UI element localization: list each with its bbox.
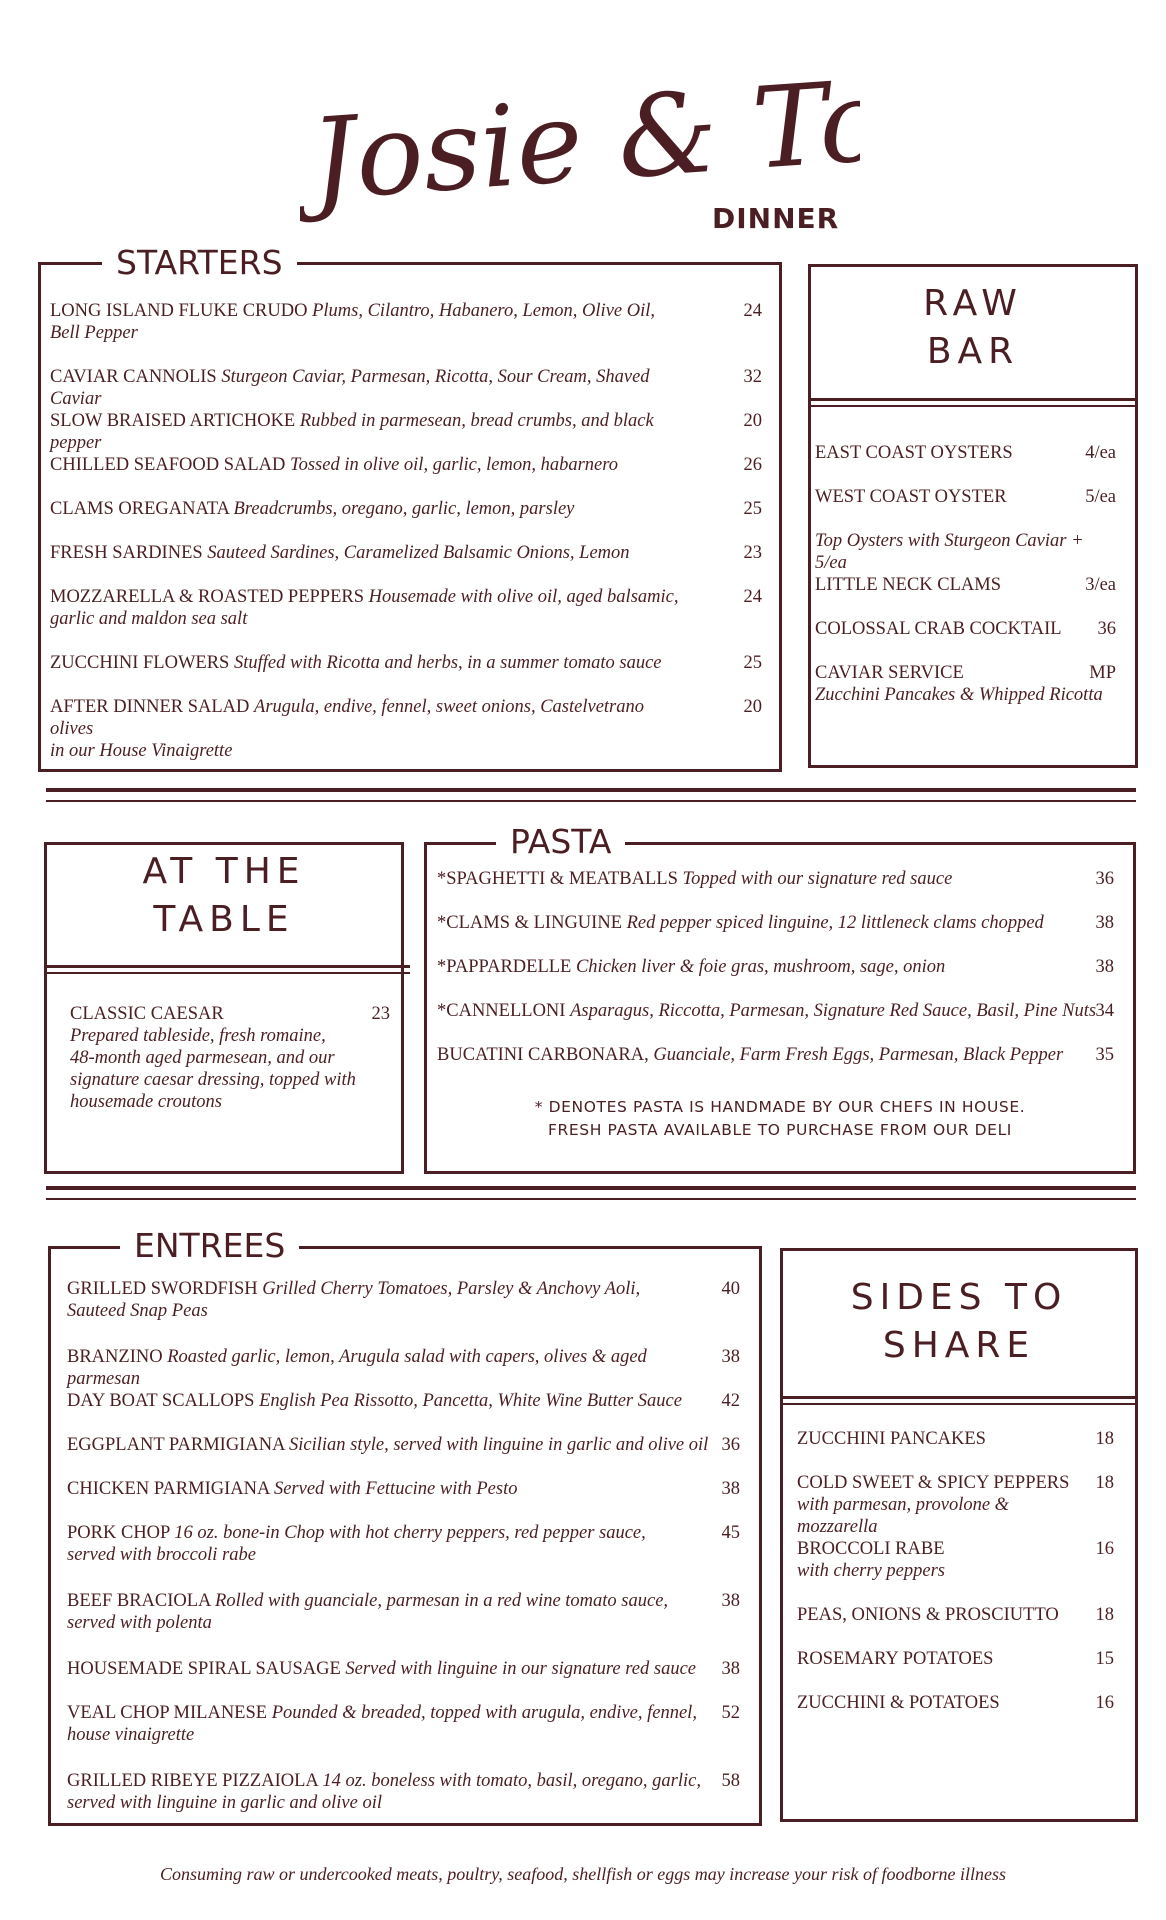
menu-item-description-cont: with cherry peppers: [797, 1561, 945, 1581]
menu-item-description: Breadcrumbs, oregano, garlic, lemon, parsley: [233, 499, 575, 519]
menu-item-name: BROCCOLI RABE: [797, 1539, 945, 1559]
menu-item-price: 26: [743, 455, 762, 475]
caesar-price: 23: [371, 1004, 390, 1024]
menu-item-description: 14 oz. boneless with tomato, basil, oregano, garlic,: [322, 1771, 701, 1791]
menu-item: [67, 1278, 717, 1322]
menu-item-name: GRILLED SWORDFISH: [67, 1279, 258, 1299]
menu-item-description: Arugula, endive, fennel, sweet onions, Castelvetrano olives: [50, 697, 644, 739]
menu-item-description: Pounded & breaded, topped with arugula, endive, fennel,: [271, 1703, 697, 1723]
menu-item-description: Asparagus, Riccotta, Parmesan, Signature Red Sauce, Basil, Pine Nuts: [570, 1001, 1097, 1021]
menu-item: [50, 652, 690, 674]
menu-item-price: 52: [721, 1703, 740, 1723]
menu-item-description: Guanciale, Farm Fresh Eggs, Parmesan, Black Pepper: [653, 1045, 1064, 1065]
menu-item-description: Housemade with olive oil, aged balsamic,: [368, 587, 679, 607]
menu-item-price: 35: [1095, 1045, 1114, 1065]
menu-item-description: 16 oz. bone-in Chop with hot cherry peppers, red pepper sauce,: [174, 1523, 646, 1543]
menu-item-description: English Pea Rissotto, Pancetta, White Wine Butter Sauce: [259, 1391, 682, 1411]
menu-item-name: LONG ISLAND FLUKE CRUDO: [50, 301, 308, 321]
menu-item-price: 18: [1095, 1473, 1114, 1493]
footer-disclaimer: Consuming raw or undercooked meats, poultry, seafood, shellfish or eggs may increase your risk of foodborne illness: [159, 1864, 1007, 1884]
section-divider-thin: [46, 1198, 1136, 1200]
menu-item-name: CAVIAR CANNOLIS: [50, 367, 217, 387]
menu-item-description: Roasted garlic, lemon, Arugula salad with capers, olives & aged parmesan: [67, 1347, 647, 1389]
menu-item-price: 24: [743, 587, 762, 607]
menu-item-name: EGGPLANT PARMIGIANA: [67, 1435, 285, 1455]
menu-item-description: Sturgeon Caviar, Parmesan, Ricotta, Sour Cream, Shaved Caviar: [50, 367, 650, 409]
menu-item-description: Plums, Cilantro, Habanero, Lemon, Olive Oil,: [312, 301, 656, 321]
menu-item-price: 16: [1095, 1693, 1114, 1713]
menu-item-description-cont: house vinaigrette: [67, 1725, 195, 1745]
menu-item: [50, 586, 690, 630]
menu-item-name: ZUCCHINI PANCAKES: [797, 1429, 986, 1449]
menu-item-name: LITTLE NECK CLAMS: [815, 575, 1002, 595]
menu-item-price: 38: [1095, 957, 1114, 977]
caesar-description: [70, 1025, 370, 1113]
menu-item: [797, 1692, 1087, 1714]
menu-item-name: *CANNELLONI: [437, 1001, 566, 1021]
entrees-title: ENTREES: [120, 1228, 299, 1264]
menu-item-price: 20: [743, 411, 762, 431]
menu-item: [67, 1478, 717, 1500]
caesar-description-line: Prepared tableside, fresh romaine,: [70, 1026, 326, 1046]
menu-item-name: EAST COAST OYSTERS: [815, 443, 1013, 463]
sides-title-line2: SHARE: [882, 1325, 1036, 1366]
raw-bar-title-line2: BAR: [926, 331, 1020, 372]
at-the-table-title: [44, 848, 404, 944]
menu-item-name: WEST COAST OYSTER: [815, 487, 1007, 507]
menu-item-price: 40: [721, 1279, 740, 1299]
menu-item-name: MOZZARELLA & ROASTED PEPPERS: [50, 587, 365, 607]
at-the-table-divider: [44, 965, 410, 974]
menu-item-description-cont: with parmesan, provolone & mozzarella: [797, 1495, 1010, 1537]
menu-item-name: COLOSSAL CRAB COCKTAIL: [815, 619, 1062, 639]
at-the-table-title-line1: AT THE: [142, 851, 306, 892]
menu-item-price: 5/ea: [1085, 487, 1116, 507]
menu-item: [67, 1522, 717, 1566]
menu-item-description-cont: garlic and maldon sea salt: [50, 609, 248, 629]
menu-item-description: Rubbed in parmesean, bread crumbs, and black pepper: [50, 411, 654, 453]
menu-item: [797, 1428, 1087, 1450]
menu-item-description: Rolled with guanciale, parmesan in a red wine tomato sauce,: [215, 1591, 669, 1611]
menu-item-name: CHILLED SEAFOOD SALAD: [50, 455, 286, 475]
menu-item-price: 25: [743, 499, 762, 519]
starters-title: STARTERS: [102, 245, 297, 281]
menu-item-description: Chicken liver & foie gras, mushroom, sage, onion: [575, 957, 946, 977]
caesar-item: [70, 1003, 370, 1113]
menu-item: [50, 498, 690, 520]
menu-item-description: Stuffed with Ricotta and herbs, in a summer tomato sauce: [233, 653, 662, 673]
menu-item-name: CLAMS OREGANATA: [50, 499, 229, 519]
menu-item-name: DAY BOAT SCALLOPS: [67, 1391, 255, 1411]
raw-bar-title: [808, 280, 1138, 376]
menu-item-price: 38: [1095, 913, 1114, 933]
menu-item-name: FRESH SARDINES: [50, 543, 203, 563]
menu-item-description-cont: Bell Pepper: [50, 323, 138, 343]
pasta-title: PASTA: [496, 824, 625, 860]
menu-item: [67, 1434, 717, 1456]
sides-divider: [780, 1396, 1138, 1405]
menu-item-description-cont: Sauteed Snap Peas: [67, 1301, 208, 1321]
menu-item: [437, 868, 1097, 890]
menu-item-price: 38: [721, 1591, 740, 1611]
caesar-name: CLASSIC CAESAR: [70, 1004, 224, 1024]
menu-item-name: SLOW BRAISED ARTICHOKE: [50, 411, 296, 431]
menu-item: [797, 1648, 1087, 1670]
menu-item-price: 16: [1095, 1539, 1114, 1559]
menu-item: [50, 454, 690, 476]
menu-item-description: Sauteed Sardines, Caramelized Balsamic Onions, Lemon: [207, 543, 630, 563]
menu-item: [67, 1702, 717, 1746]
menu-item-price: 45: [721, 1523, 740, 1543]
menu-item-description: Served with Fettucine with Pesto: [273, 1479, 518, 1499]
menu-item-description-cont: Zucchini Pancakes & Whipped Ricotta: [815, 685, 1103, 705]
menu-item-description: Sicilian style, served with linguine in garlic and olive oil: [289, 1435, 709, 1455]
menu-item-description-cont: served with linguine in garlic and olive oil: [67, 1793, 382, 1813]
menu-item: [815, 530, 1115, 574]
menu-item-description: Top Oysters with Sturgeon Caviar + 5/ea: [815, 531, 1084, 573]
menu-item: [797, 1472, 1087, 1538]
menu-item-price: 38: [721, 1479, 740, 1499]
menu-item-price: 32: [743, 367, 762, 387]
menu-item-price: 18: [1095, 1605, 1114, 1625]
menu-item-name: *SPAGHETTI & MEATBALLS: [437, 869, 678, 889]
menu-item: [67, 1770, 717, 1814]
menu-item-description: Topped with our signature red sauce: [682, 869, 953, 889]
menu-item: [50, 300, 690, 344]
raw-bar-divider: [808, 398, 1138, 407]
menu-item-name: PEAS, ONIONS & PROSCIUTTO: [797, 1605, 1059, 1625]
sides-title: [780, 1274, 1138, 1370]
menu-item-price: 42: [721, 1391, 740, 1411]
menu-item-name: CHICKEN PARMIGIANA: [67, 1479, 270, 1499]
menu-item-price: 20: [743, 697, 762, 717]
pasta-note: [424, 1096, 1136, 1142]
menu-item-price: 23: [743, 543, 762, 563]
raw-bar-title-line1: RAW: [923, 283, 1023, 324]
menu-item-price: 25: [743, 653, 762, 673]
menu-item-description-cont: served with broccoli rabe: [67, 1545, 256, 1565]
menu-item-description: Served with linguine in our signature red sauce: [345, 1659, 696, 1679]
caesar-description-line: housemade croutons: [70, 1092, 222, 1112]
menu-item-price: 3/ea: [1085, 575, 1116, 595]
menu-item-price: 36: [1097, 619, 1116, 639]
menu-item-price: 18: [1095, 1429, 1114, 1449]
menu-item-price: 15: [1095, 1649, 1114, 1669]
meal-label: DINNER: [712, 202, 840, 235]
menu-item-name: *CLAMS & LINGUINE: [437, 913, 622, 933]
menu-item-price: 36: [1095, 869, 1114, 889]
section-divider-thin: [46, 800, 1136, 802]
caesar-description-line: signature caesar dressing, topped with: [70, 1070, 356, 1090]
menu-item-name: BEEF BRACIOLA: [67, 1591, 211, 1611]
menu-item: [50, 696, 690, 762]
menu-item-price: 4/ea: [1085, 443, 1116, 463]
section-divider: [46, 1186, 1136, 1190]
menu-item-name: AFTER DINNER SALAD: [50, 697, 250, 717]
menu-item-price: 38: [721, 1659, 740, 1679]
menu-item: [437, 912, 1097, 934]
menu-item-name: VEAL CHOP MILANESE: [67, 1703, 268, 1723]
menu-item-description: Grilled Cherry Tomatoes, Parsley & Anchovy Aoli,: [262, 1279, 641, 1299]
menu-item-description: Red pepper spiced linguine, 12 littleneck clams chopped: [626, 913, 1044, 933]
menu-item-price: 58: [721, 1771, 740, 1791]
menu-item-description-cont: served with polenta: [67, 1613, 212, 1633]
menu-item: [50, 366, 690, 410]
menu-item: [797, 1604, 1087, 1626]
section-divider: [46, 788, 1136, 792]
menu-item: [50, 542, 690, 564]
menu-item-price: 34: [1095, 1001, 1114, 1021]
menu-item-name: *PAPPARDELLE: [437, 957, 572, 977]
at-the-table-title-line2: TABLE: [153, 899, 295, 940]
caesar-description-line: 48-month aged parmesean, and our: [70, 1048, 335, 1068]
menu-item-name: HOUSEMADE SPIRAL SAUSAGE: [67, 1659, 341, 1679]
menu-item: [437, 956, 1097, 978]
menu-item-name: CAVIAR SERVICE: [815, 663, 964, 683]
menu-item-name: PORK CHOP: [67, 1523, 170, 1543]
menu-item-price: MP: [1089, 663, 1116, 683]
pasta-note-line1: * DENOTES PASTA IS HANDMADE BY OUR CHEFS IN HOUSE.: [534, 1098, 1026, 1116]
menu-item: [67, 1590, 717, 1634]
menu-item-price: 24: [743, 301, 762, 321]
menu-item: [797, 1538, 1087, 1582]
menu-item-name: COLD SWEET & SPICY PEPPERS: [797, 1473, 1070, 1493]
menu-item: [67, 1346, 717, 1390]
menu-item-name: ROSEMARY POTATOES: [797, 1649, 994, 1669]
logo-text: Josie & Tony's: [306, 40, 860, 226]
menu-item-description: Tossed in olive oil, garlic, lemon, habarnero: [290, 455, 619, 475]
menu-item: [437, 1000, 1097, 1022]
menu-item-price: 38: [721, 1347, 740, 1367]
menu-item: [67, 1658, 717, 1680]
menu-item: [437, 1044, 1097, 1066]
menu-item: [67, 1390, 717, 1412]
menu-item: [50, 410, 690, 454]
menu-item-price: 36: [721, 1435, 740, 1455]
pasta-note-line2: FRESH PASTA AVAILABLE TO PURCHASE FROM OUR DELI: [548, 1121, 1012, 1139]
menu-item-name: ZUCCHINI & POTATOES: [797, 1693, 1000, 1713]
menu-item-description-cont: in our House Vinaigrette: [50, 741, 233, 761]
sides-title-line1: SIDES TO: [850, 1277, 1068, 1318]
menu-item-name: BRANZINO: [67, 1347, 163, 1367]
menu-item-name: ZUCCHINI FLOWERS: [50, 653, 230, 673]
menu-item-name: GRILLED RIBEYE PIZZAIOLA: [67, 1771, 318, 1791]
menu-item-name: BUCATINI CARBONARA,: [437, 1045, 649, 1065]
